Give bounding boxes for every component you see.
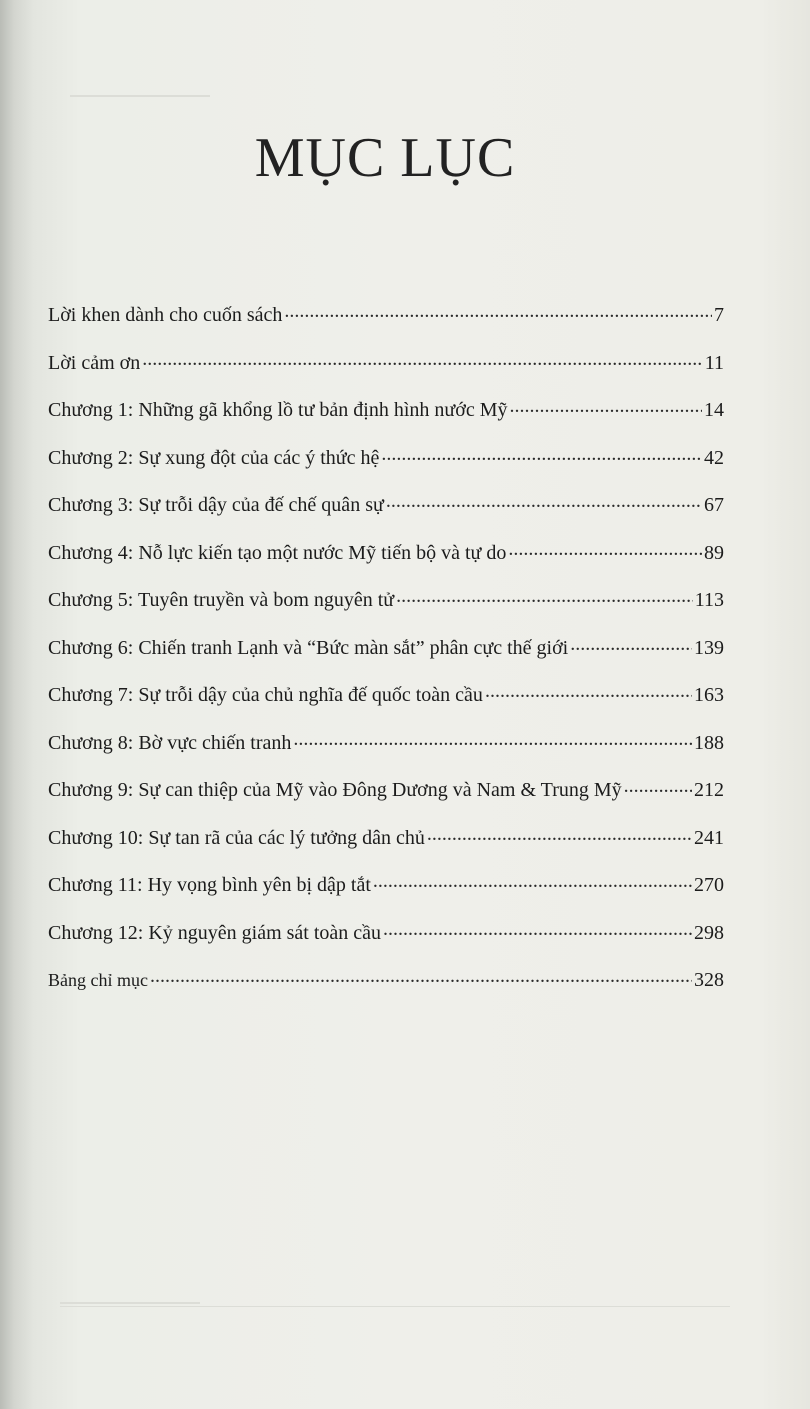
toc-entry: [48, 815, 724, 863]
toc-entry-title: Chương 10: Sự tan rã của các lý tưởng dân chủ: [48, 826, 425, 849]
toc-entry-title: Chương 1: Những gã khổng lồ tư bản định hình nước Mỹ: [48, 399, 508, 421]
toc-entry-page: 7: [714, 304, 724, 326]
dot-leader: [485, 681, 692, 701]
toc-entry: [48, 957, 724, 1005]
dot-leader: [624, 776, 692, 796]
toc-entry: [48, 672, 724, 720]
toc-entry-page: 328: [694, 969, 724, 991]
toc-entry-page: 212: [694, 779, 724, 801]
toc-entry-title: Chương 5: Tuyên truyền và bom nguyên tử: [48, 589, 395, 611]
toc-entry: [48, 292, 724, 340]
toc-entry-page: 270: [694, 874, 724, 896]
toc-entry-title: Chương 6: Chiến tranh Lạnh và “Bức màn sắt” phân cực thế giới: [48, 636, 569, 659]
toc-entry-title: Lời cảm ơn: [48, 351, 141, 374]
dot-leader: [383, 919, 692, 939]
show-through-rule: [60, 1302, 200, 1304]
dot-leader: [396, 586, 693, 606]
toc-entry-title: Bảng chỉ mục: [48, 970, 148, 990]
toc-entry-page: 188: [694, 731, 724, 754]
dot-leader: [427, 824, 692, 844]
toc-entry: [48, 577, 724, 625]
show-through-rule: [70, 95, 210, 97]
dot-leader: [142, 349, 702, 369]
toc-entry-page: 14: [704, 399, 724, 421]
toc-entry-page: 298: [694, 921, 724, 944]
toc-entry-title: Chương 7: Sự trỗi dậy của chủ nghĩa đế quốc toàn cầu: [48, 684, 483, 706]
toc-entry-title: Chương 12: Kỷ nguyên giám sát toàn cầu: [48, 921, 382, 944]
toc-entry: [48, 720, 724, 768]
show-through-rule: [60, 1306, 730, 1307]
dot-leader: [386, 491, 702, 511]
toc-entry-page: 67: [704, 494, 724, 516]
toc-entry: [48, 435, 724, 483]
dot-leader: [570, 634, 692, 654]
toc-entry-page: 241: [694, 826, 724, 849]
toc-entry-title: Chương 8: Bờ vực chiến tranh: [48, 731, 292, 754]
toc-entry-title: Chương 9: Sự can thiệp của Mỹ vào Đông Dương và Nam & Trung Mỹ: [48, 779, 622, 801]
page-title: MỤC LỤC: [254, 127, 516, 189]
dot-leader: [150, 966, 692, 986]
dot-leader: [284, 301, 712, 321]
toc-entry-page: 42: [704, 446, 724, 469]
dot-leader: [293, 729, 692, 749]
toc-entry: [48, 340, 724, 388]
toc-entry-page: 113: [694, 589, 724, 611]
dot-leader: [373, 871, 692, 891]
dot-leader: [510, 396, 703, 416]
toc-entry-title: Chương 3: Sự trỗi dậy của đế chế quân sự: [48, 494, 384, 516]
toc-entry: [48, 910, 724, 958]
toc-entry-page: 11: [704, 351, 724, 374]
table-of-contents: [48, 292, 724, 1005]
toc-entry-title: Chương 11: Hy vọng bình yên bị dập tắt: [48, 874, 371, 896]
toc-entry-page: 139: [694, 636, 724, 659]
toc-entry: [48, 625, 724, 673]
toc-entry: [48, 767, 724, 815]
toc-entry: [48, 482, 724, 530]
toc-entry-title: Chương 2: Sự xung đột của các ý thức hệ: [48, 446, 380, 469]
dot-leader: [508, 539, 702, 559]
toc-entry: [48, 862, 724, 910]
toc-entry: [48, 530, 724, 578]
toc-entry-page: 163: [694, 684, 724, 706]
dot-leader: [381, 444, 702, 464]
toc-entry-title: Lời khen dành cho cuốn sách: [48, 304, 283, 326]
toc-entry-title: Chương 4: Nỗ lực kiến tạo một nước Mỹ tiến bộ và tự do: [48, 541, 507, 564]
toc-entry: [48, 387, 724, 435]
toc-entry-page: 89: [704, 541, 724, 564]
